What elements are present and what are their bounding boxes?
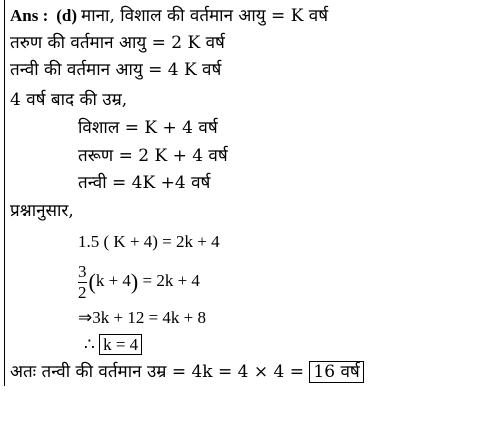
conclusion-text: अतः तन्वी की वर्तमान उम्र = 4k = 4 × 4 = bbox=[10, 362, 310, 382]
fraction-denominator: 2 bbox=[78, 282, 87, 302]
equation-1: 1.5 ( K + 4) = 2k + 4 bbox=[78, 232, 220, 251]
conclusion-line bbox=[10, 360, 364, 384]
paren-inner: k + 4 bbox=[95, 271, 131, 290]
equation-3: ⇒3k + 12 = 4k + 8 bbox=[78, 308, 207, 327]
close-paren: ) bbox=[130, 269, 139, 295]
left-margin-rule bbox=[4, 0, 5, 386]
equation-2-rhs: = 2k + 4 bbox=[138, 271, 200, 290]
answer-line bbox=[10, 4, 328, 28]
assumption-tanvi: तन्वी की वर्तमान आयु = 4 K वर्ष bbox=[10, 60, 222, 80]
vishal-after-4-years: विशाल = K + 4 वर्ष bbox=[78, 118, 218, 138]
assumption-vishal: माना, विशाल की वर्तमान आयु = K वर्ष bbox=[81, 6, 329, 26]
answer-label: Ans : bbox=[10, 6, 49, 25]
open-paren: ( bbox=[88, 269, 96, 295]
tanvi-after-4-years: तन्वी = 4K +4 वर्ष bbox=[78, 173, 211, 193]
therefore-symbol: ∴ bbox=[84, 335, 95, 354]
answer-option: (d) bbox=[56, 6, 78, 25]
equation-4 bbox=[84, 333, 142, 357]
after-4-years-heading: 4 वर्ष बाद की उम्र, bbox=[10, 90, 128, 110]
equation-2 bbox=[78, 255, 200, 308]
fraction-numerator: 3 bbox=[78, 261, 87, 281]
assumption-tarun: तरुण की वर्तमान आयु = 2 K वर्ष bbox=[10, 33, 225, 53]
final-answer-box: 16 वर्ष bbox=[309, 361, 363, 383]
according-to-question: प्रश्नानुसार, bbox=[10, 201, 74, 221]
tarun-after-4-years: तरूण = 2 K + 4 वर्ष bbox=[78, 146, 228, 166]
fraction-three-halves bbox=[78, 263, 87, 302]
boxed-k-value: k = 4 bbox=[99, 334, 142, 355]
